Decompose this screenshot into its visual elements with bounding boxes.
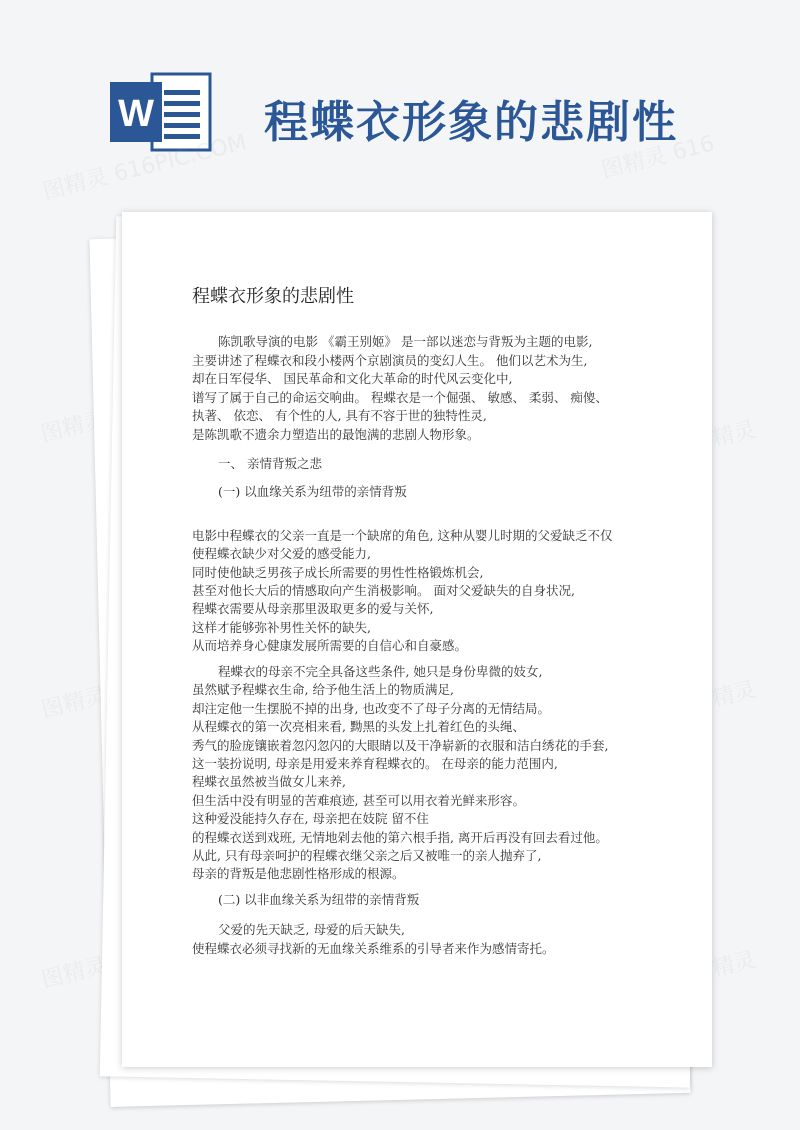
svg-text:W: W: [118, 93, 154, 135]
paragraph-5-line-11: 从此, 只有母亲呵护的程蝶衣继父亲之后又被唯一的亲人抛弃了,: [192, 848, 542, 863]
paragraph-5-line-8: 但生活中没有明显的苦难痕迹, 甚至可以用衣着光鲜来形容。: [192, 792, 525, 808]
paragraph-2-line-1: 一、 亲情背叛之悲: [218, 456, 322, 471]
paragraph-7-line-1: 父爱的先天缺乏, 母爱的后天缺失,: [218, 922, 405, 937]
paragraph-1-line-1: 陈凯歌导演的电影 《霸王别姬》 是一部以迷恋与背叛为主题的电影,: [218, 334, 593, 349]
paragraph-4-line-2: 使程蝶衣缺少对父爱的感受能力,: [192, 546, 371, 562]
paragraph-1-line-2: 主要讲述了程蝶衣和段小楼两个京剧演员的变幻人生。 他们以艺术为生,: [192, 352, 588, 368]
paragraph-5-line-3: 却注定他一生摆脱不掉的出身, 也改变不了母子分离的无情结局。: [192, 700, 550, 716]
banner-title: 程蝶衣形象的悲剧性: [264, 97, 678, 148]
paragraph-6-line-1: (二) 以非血缘关系为纽带的亲情背叛: [218, 892, 420, 907]
document-title: 程蝶衣形象的悲剧性: [192, 286, 354, 307]
paragraph-5-line-1: 程蝶衣的母亲不完全具备这些条件, 她只是身份卑微的妓女,: [218, 664, 543, 679]
paragraph-1-line-5: 执著、 依恋、 有个性的人, 具有不容于世的独特性灵,: [192, 408, 487, 423]
paragraph-4-line-7: 从而培养身心健康发展所需要的自信心和自豪感。: [192, 637, 468, 653]
paragraph-5-line-12: 母亲的背叛是他悲剧性格形成的根源。: [192, 866, 405, 882]
paragraph-3-line-1: (一) 以血缘关系为纽带的亲情背叛: [218, 484, 407, 499]
paragraph-5-line-5: 秀气的脸庞镶嵌着忽闪忽闪的大眼睛以及干净崭新的衣服和洁白绣花的手套,: [192, 737, 609, 753]
paragraph-4-line-3: 同时使他缺乏男孩子成长所需要的男性性格锻炼机会,: [192, 564, 484, 580]
paragraph-5-line-9: 这种爱没能持久存在, 母亲把在妓院 留不住: [192, 811, 429, 827]
paragraph-5-line-6: 这一装扮说明, 母亲是用爱来养育程蝶衣的。 在母亲的能力范围内,: [192, 756, 558, 771]
paragraph-5-line-4: 从程蝶衣的第一次亮相来看, 黝黑的头发上扎着红色的头绳、: [192, 719, 525, 735]
paragraph-1-line-6: 是陈凯歌不遗余力塑造出的最饱满的悲剧人物形象。: [192, 426, 480, 442]
document-page: [122, 212, 712, 1067]
paragraph-5-line-7: 程蝶衣虽然被当做女儿来养,: [192, 774, 346, 790]
document-body: [122, 212, 712, 1067]
paragraph-1-line-3: 却在日军侵华、 国民革命和文化大革命的时代风云变化中,: [192, 371, 513, 386]
paragraph-4-line-4: 甚至对他长大后的情感取向产生消极影响。 面对父爱缺失的自身状况,: [192, 582, 575, 598]
paragraph-5-line-2: 虽然赋予程蝶衣生命, 给予他生活上的物质满足,: [192, 682, 454, 698]
paragraph-4-line-5: 程蝶衣需要从母亲那里汲取更多的爱与关怀,: [192, 601, 434, 617]
paragraph-7-line-2: 使程蝶衣必须寻找新的无血缘关系维系的引导者来作为感情寄托。: [192, 941, 555, 956]
word-document-icon: [108, 68, 218, 156]
paragraph-4-line-1: 电影中程蝶衣的父亲一直是一个缺席的角色, 这种从婴儿时期的父爱缺乏不仅: [192, 528, 613, 543]
header-banner: [0, 0, 800, 200]
paragraph-4-line-6: 这样才能够弥补男性关怀的缺失,: [192, 619, 371, 635]
paragraph-1-line-4: 谱写了属于自己的命运交响曲。 程蝶衣是一个倔强、 敏感、 柔弱、 痴傻、: [192, 389, 608, 405]
paragraph-5-line-10: 的程蝶衣送到戏班, 无情地剁去他的第六根手指, 离开后再没有回去看过他。: [192, 829, 608, 845]
